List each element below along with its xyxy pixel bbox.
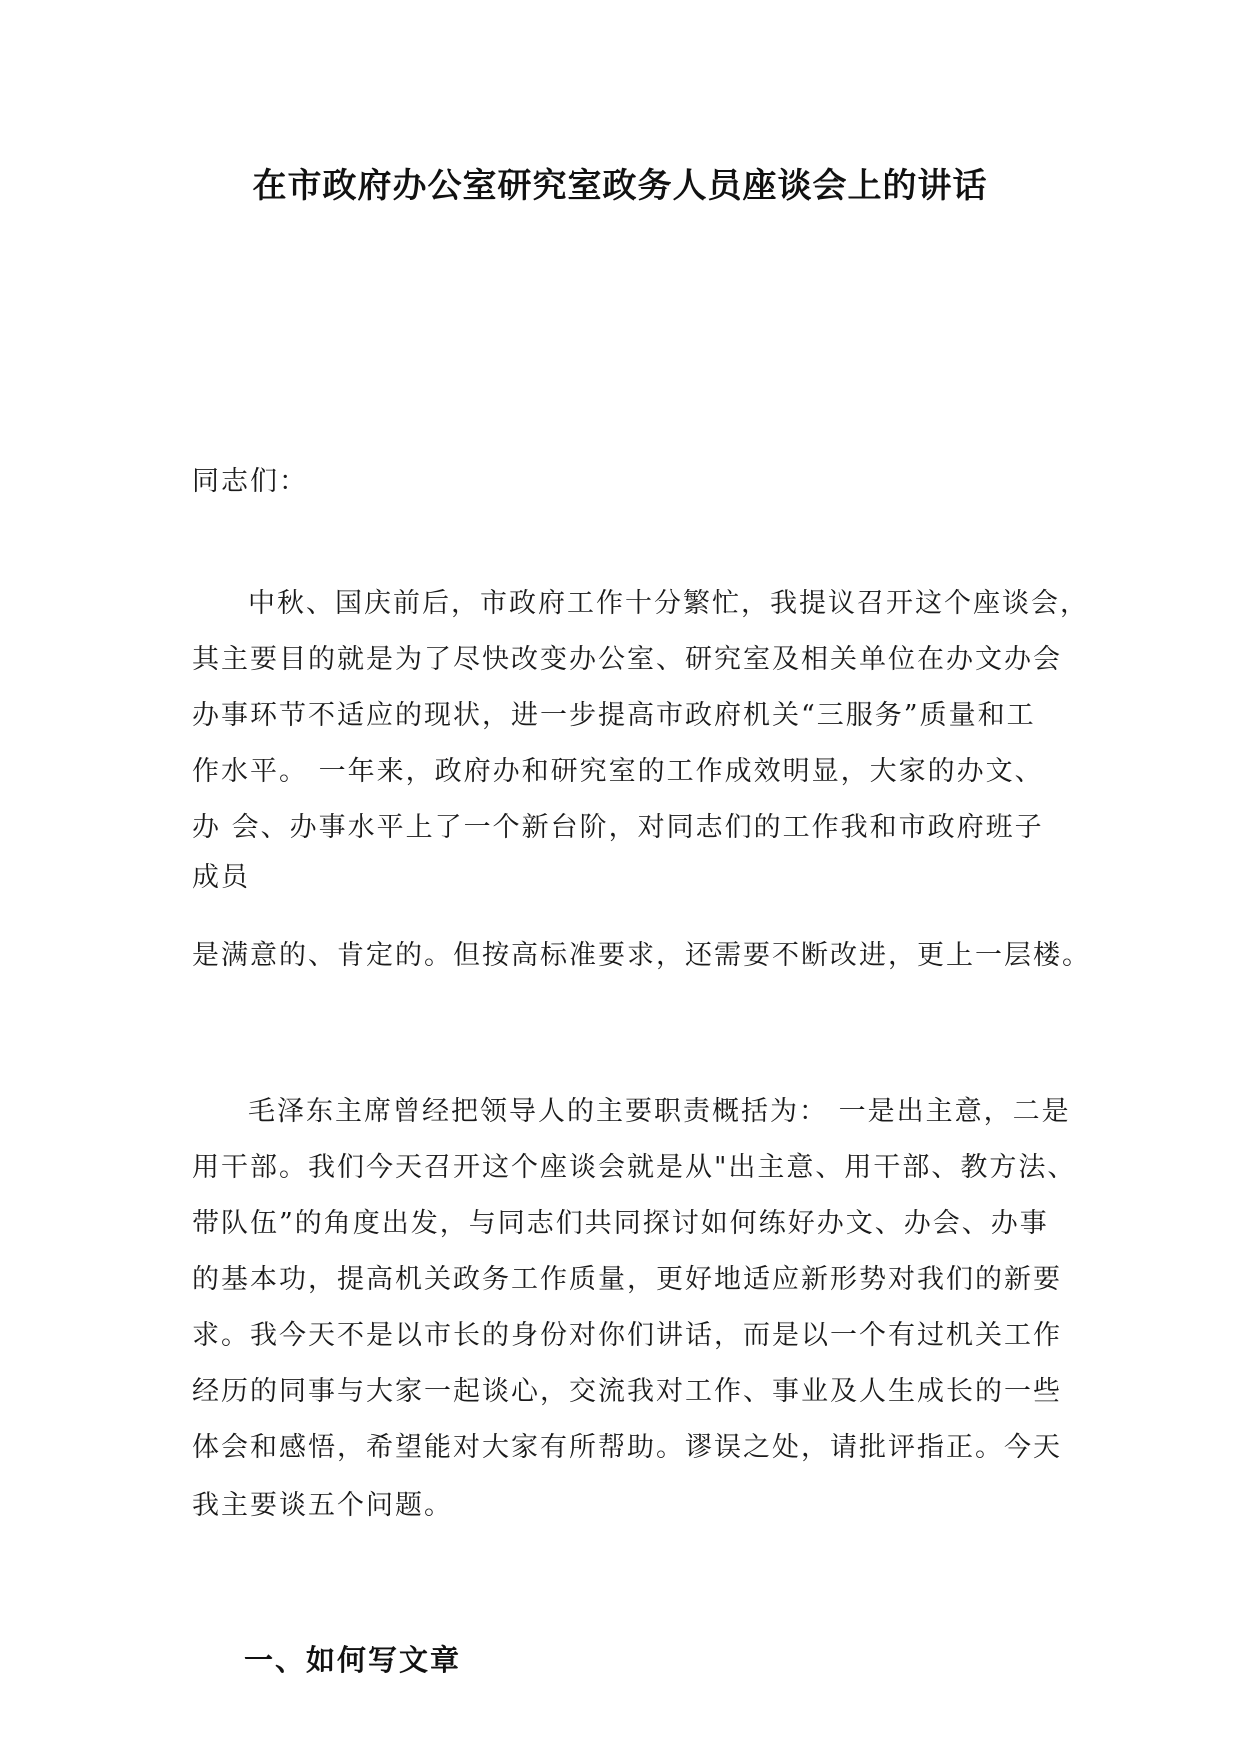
paragraph-2-line-3: 带队伍”的角度出发，与同志们共同探讨如何练好办文、办会、办事 xyxy=(192,1208,1049,1239)
paragraph-1-line-5: 办 会、办事水平上了一个新台阶，对同志们的工作我和市政府班子 xyxy=(192,812,1044,843)
paragraph-1-line-4: 作水平。 一年来，政府办和研究室的工作成效明显，大家的办文、 xyxy=(192,756,1044,787)
section-heading: 一、如何写文章 xyxy=(244,1643,462,1677)
paragraph-1-line-3: 办事环节不适应的现状，进一步提高市政府机关“三服务”质量和工 xyxy=(192,700,1036,731)
paragraph-1-line-1: 中秋、国庆前后，市政府工作十分繁忙，我提议召开这个座谈会， xyxy=(248,588,1089,619)
paragraph-2-line-8: 我主要谈五个问题。 xyxy=(192,1490,453,1521)
paragraph-2-line-6: 经历的同事与大家一起谈心，交流我对工作、事业及人生成长的一些 xyxy=(192,1376,1062,1407)
paragraph-1-line-2: 其主要目的就是为了尽快改变办公室、研究室及相关单位在办文办会 xyxy=(192,644,1062,675)
salutation: 同志们： xyxy=(192,466,308,497)
paragraph-2-line-2: 用干部。我们今天召开这个座谈会就是从"出主意、用干部、教方法、 xyxy=(192,1152,1077,1183)
paragraph-1-line-7: 是满意的、肯定的。但按高标准要求，还需要不断改进，更上一层楼。 xyxy=(192,940,1091,971)
paragraph-1-line-6: 成员 xyxy=(192,862,250,893)
paragraph-2-line-1: 毛泽东主席曾经把领导人的主要职责概括为： 一是出主意，二是 xyxy=(248,1096,1071,1127)
paragraph-2-line-7: 体会和感悟，希望能对大家有所帮助。谬误之处，请批评指正。今天 xyxy=(192,1432,1062,1463)
paragraph-2-line-5: 求。我今天不是以市长的身份对你们讲话，而是以一个有过机关工作 xyxy=(192,1320,1062,1351)
document-title: 在市政府办公室研究室政务人员座谈会上的讲话 xyxy=(252,166,988,206)
paragraph-2-line-4: 的基本功，提高机关政务工作质量，更好地适应新形势对我们的新要 xyxy=(192,1264,1062,1295)
